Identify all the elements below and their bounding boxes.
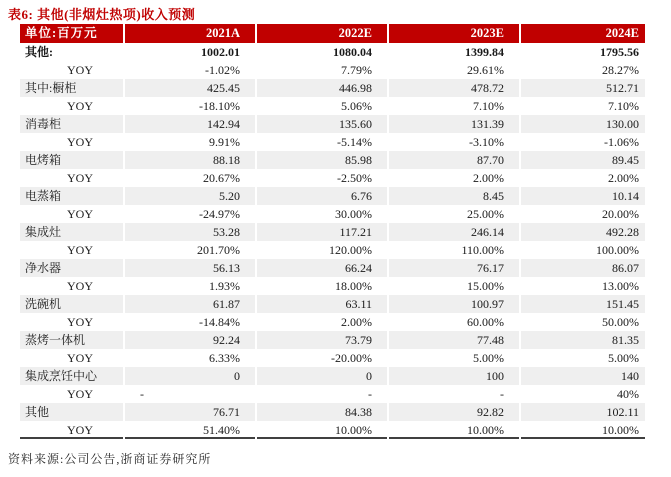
row-value-cell: 130.00: [521, 115, 645, 133]
row-value-cell: 9.91%: [209, 135, 240, 149]
table-row: [20, 169, 645, 187]
row-value-cell: 81.35: [521, 331, 645, 349]
row-value-cell: 63.11: [257, 295, 387, 313]
table-row: [20, 151, 645, 169]
table-row: [20, 421, 645, 439]
row-value-cell: 2.00%: [341, 315, 372, 329]
column-header-2023e: 2023E: [389, 24, 519, 43]
column-header-2021a: 2021A: [125, 24, 255, 43]
table-row: [20, 133, 645, 151]
table-row: [20, 97, 645, 115]
row-value-cell: 10.00%: [389, 421, 519, 439]
row-value-cell: 1080.04: [333, 45, 372, 59]
row-label-cell: 消毒柜: [20, 115, 123, 133]
row-label-cell: YOY: [20, 421, 123, 439]
row-value-cell: 13.00%: [602, 279, 639, 293]
table-row: [20, 331, 645, 349]
row-value-cell: 151.45: [521, 295, 645, 313]
row-value-cell: 5.20: [125, 187, 255, 205]
row-value-cell: 492.28: [521, 223, 645, 241]
row-value-cell: 20.00%: [602, 207, 639, 221]
row-label-cell: 电蒸箱: [20, 187, 123, 205]
row-value-cell: 73.79: [257, 331, 387, 349]
row-value-cell: 25.00%: [467, 207, 504, 221]
row-label-cell: YOY: [67, 315, 93, 329]
row-value-cell: -3.10%: [469, 135, 504, 149]
table-row: [20, 79, 645, 97]
row-value-cell: 76.71: [125, 403, 255, 421]
row-label-cell: YOY: [67, 207, 93, 221]
row-value-cell: 5.06%: [341, 99, 372, 113]
row-value-cell: 2.00%: [608, 171, 639, 185]
row-value-cell: -5.14%: [337, 135, 372, 149]
row-value-cell: 15.00%: [467, 279, 504, 293]
table-row: [20, 313, 645, 331]
row-label-cell: YOY: [67, 243, 93, 257]
row-value-cell: 425.45: [125, 79, 255, 97]
row-value-cell: -24.97%: [199, 207, 240, 221]
row-label-cell: 蒸烤一体机: [20, 331, 123, 349]
row-value-cell: 84.38: [257, 403, 387, 421]
row-value-cell: -: [140, 387, 144, 401]
row-value-cell: 60.00%: [467, 315, 504, 329]
table-row: [20, 61, 645, 79]
row-label-cell: 集成灶: [20, 223, 123, 241]
row-label-cell: YOY: [67, 63, 93, 77]
row-value-cell: -18.10%: [199, 99, 240, 113]
row-value-cell: 100.97: [389, 295, 519, 313]
row-value-cell: 8.45: [389, 187, 519, 205]
row-value-cell: 135.60: [257, 115, 387, 133]
source-note: 资料来源:公司公告,浙商证券研究所: [8, 452, 212, 466]
row-value-cell: 87.70: [389, 151, 519, 169]
row-value-cell: 201.70%: [197, 243, 240, 257]
row-label-cell: 其他:: [25, 45, 53, 59]
row-label-cell: 集成烹饪中心: [20, 367, 123, 385]
row-value-cell: -2.50%: [337, 171, 372, 185]
row-value-cell: 1.93%: [209, 279, 240, 293]
row-value-cell: 1002.01: [201, 45, 240, 59]
row-value-cell: -20.00%: [331, 351, 372, 365]
row-label-cell: 净水器: [20, 259, 123, 277]
row-value-cell: -: [500, 387, 504, 401]
row-label-cell: YOY: [67, 99, 93, 113]
row-value-cell: 478.72: [389, 79, 519, 97]
row-value-cell: 51.40%: [125, 421, 255, 439]
row-value-cell: 77.48: [389, 331, 519, 349]
row-label-cell: 电烤箱: [20, 151, 123, 169]
row-value-cell: 92.82: [389, 403, 519, 421]
row-value-cell: 29.61%: [467, 63, 504, 77]
row-value-cell: 117.21: [257, 223, 387, 241]
table-title: 表6: 其他(非烟灶热项)收入预测: [8, 7, 196, 22]
row-value-cell: 0: [125, 367, 255, 385]
row-label-cell: YOY: [67, 171, 93, 185]
row-value-cell: 0: [257, 367, 387, 385]
row-value-cell: 88.18: [125, 151, 255, 169]
row-value-cell: 10.00%: [521, 421, 645, 439]
row-value-cell: 7.10%: [473, 99, 504, 113]
row-value-cell: 86.07: [521, 259, 645, 277]
table-body: [20, 43, 645, 439]
row-value-cell: 100: [389, 367, 519, 385]
table-row: [20, 349, 645, 367]
row-label-cell: 洗碗机: [20, 295, 123, 313]
row-value-cell: 20.67%: [203, 171, 240, 185]
table-row: [20, 223, 645, 241]
row-label-cell: YOY: [67, 135, 93, 149]
row-value-cell: 246.14: [389, 223, 519, 241]
row-value-cell: 140: [521, 367, 645, 385]
row-label-cell: 其中:橱柜: [20, 79, 123, 97]
revenue-forecast-table: [20, 24, 645, 439]
row-value-cell: 92.24: [125, 331, 255, 349]
row-label-cell: 其他: [20, 403, 123, 421]
row-value-cell: 2.00%: [473, 171, 504, 185]
row-value-cell: 1795.56: [600, 45, 639, 59]
row-value-cell: 142.94: [125, 115, 255, 133]
row-value-cell: 28.27%: [602, 63, 639, 77]
row-value-cell: 1399.84: [465, 45, 504, 59]
row-value-cell: 66.24: [257, 259, 387, 277]
row-value-cell: -1.06%: [604, 135, 639, 149]
table-row: [20, 187, 645, 205]
row-value-cell: 131.39: [389, 115, 519, 133]
row-value-cell: 10.14: [521, 187, 645, 205]
table-row: [20, 43, 645, 61]
row-label-cell: YOY: [67, 351, 93, 365]
row-value-cell: 53.28: [125, 223, 255, 241]
row-value-cell: 10.00%: [257, 421, 387, 439]
table-row: [20, 295, 645, 313]
row-value-cell: 61.87: [125, 295, 255, 313]
table-row: [20, 205, 645, 223]
table-row: [20, 367, 645, 385]
row-value-cell: -14.84%: [199, 315, 240, 329]
table-row: [20, 259, 645, 277]
row-value-cell: 102.11: [521, 403, 645, 421]
column-header-2024e: 2024E: [521, 24, 645, 43]
table-row: [20, 241, 645, 259]
row-value-cell: 6.76: [257, 187, 387, 205]
row-value-cell: 30.00%: [335, 207, 372, 221]
row-value-cell: 120.00%: [329, 243, 372, 257]
row-value-cell: -1.02%: [205, 63, 240, 77]
row-value-cell: 110.00%: [461, 243, 504, 257]
row-value-cell: 56.13: [125, 259, 255, 277]
row-value-cell: 50.00%: [602, 315, 639, 329]
row-value-cell: 5.00%: [608, 351, 639, 365]
row-value-cell: 512.71: [521, 79, 645, 97]
row-value-cell: 85.98: [257, 151, 387, 169]
row-value-cell: -: [368, 387, 372, 401]
row-value-cell: 6.33%: [209, 351, 240, 365]
row-value-cell: 18.00%: [335, 279, 372, 293]
table-row: [20, 277, 645, 295]
row-value-cell: 76.17: [389, 259, 519, 277]
table-row: [20, 115, 645, 133]
table-row: [20, 385, 645, 403]
row-value-cell: 40%: [617, 387, 639, 401]
row-value-cell: 89.45: [521, 151, 645, 169]
table-header-row: [20, 24, 645, 43]
column-header-2022e: 2022E: [257, 24, 387, 43]
row-value-cell: 7.79%: [341, 63, 372, 77]
row-value-cell: 7.10%: [608, 99, 639, 113]
table-row: [20, 403, 645, 421]
row-label-cell: YOY: [67, 279, 93, 293]
row-value-cell: 100.00%: [596, 243, 639, 257]
row-value-cell: 5.00%: [473, 351, 504, 365]
column-header-unit: 单位:百万元: [20, 24, 123, 43]
row-value-cell: 446.98: [257, 79, 387, 97]
row-label-cell: YOY: [67, 387, 93, 401]
